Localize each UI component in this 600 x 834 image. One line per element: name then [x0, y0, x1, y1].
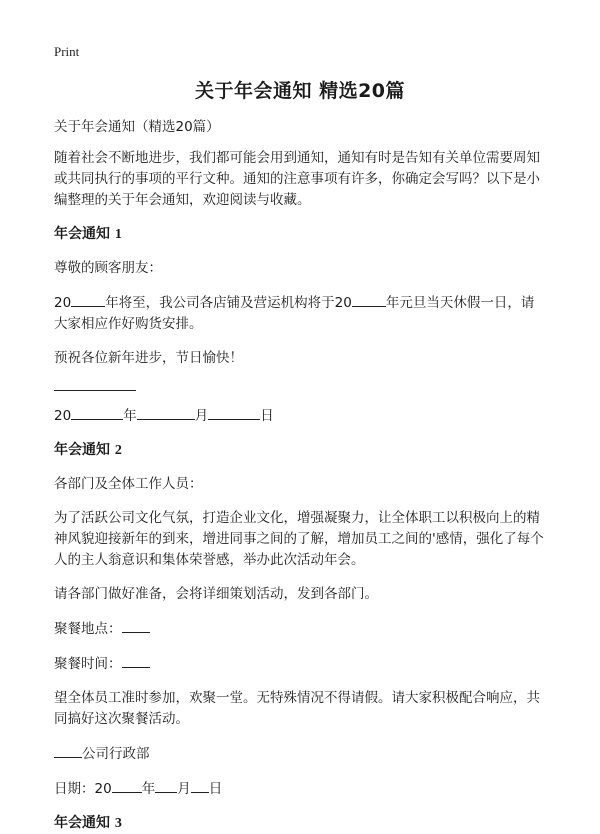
- place-label: 聚餐地点：: [54, 621, 122, 637]
- date-year-label: 年: [141, 781, 156, 797]
- notice-1-heading: [54, 224, 546, 245]
- notice-1-greeting: 尊敬的顾客朋友：: [54, 260, 162, 276]
- date-year-blank: [112, 778, 142, 793]
- date-month-label: 月: [177, 781, 191, 797]
- time-label: 聚餐时间：: [54, 656, 122, 672]
- print-label: Print: [54, 44, 80, 59]
- date-day-blank: [191, 778, 209, 793]
- notice-1-body: [54, 292, 546, 335]
- time-blank: [122, 653, 150, 668]
- year-blank: [352, 292, 386, 307]
- notice-1-date: [54, 405, 546, 427]
- notice-3-heading-number: 3: [114, 816, 122, 831]
- notice-1-heading-text: 年会通知: [54, 226, 110, 242]
- notice-2-body: 为了活跃公司文化气氛，打造企业文化，增强凝聚力，让全体职工以积极向上的精神风貌迎接新年的到来，增进同事之间的了解，增加员工之间的'感情，强化了每个人的主人翁意识和集体荣誉感，举办此次活动年会。: [54, 510, 544, 568]
- place-blank: [122, 618, 150, 633]
- notice-2-attend: 望全体员工准时参加，欢聚一堂。无特殊情况不得请假。请大家积极配合响应，共同搞好这次聚餐活动。: [54, 690, 540, 727]
- notice-2-greeting: 各部门及全体工作人员：: [54, 476, 203, 492]
- notice-1-body-b: 年将至，我公司各店铺及营运机构将于20: [105, 295, 352, 311]
- date-day-blank: [208, 405, 260, 420]
- signature-line: [54, 382, 136, 391]
- notice-2-signer: [54, 743, 546, 765]
- date-year-blank: [71, 405, 123, 420]
- date-day-label: 日: [260, 408, 274, 424]
- notice-2-heading: [54, 440, 546, 461]
- notice-2-prepare: 请各部门做好准备，会将详细策划活动，发到各部门。: [54, 586, 378, 602]
- signer-blank: [54, 743, 82, 758]
- notice-1-body-c: 年元旦当天休假一日，请大家相应作好购货安排。: [54, 295, 535, 332]
- document-title: 关于年会通知 精选20篇: [194, 80, 406, 102]
- date-day-label: 日: [208, 781, 223, 797]
- date-month-blank: [137, 405, 195, 420]
- notice-2-time: [54, 653, 546, 675]
- notice-2-heading-text: 年会通知: [54, 442, 110, 458]
- notice-3-heading-text: 年会通知: [54, 815, 110, 831]
- date-label: 日期：20: [54, 781, 112, 797]
- notice-1-wish: 预祝各位新年进步，节日愉快！: [54, 350, 243, 366]
- notice-2-date: [54, 778, 546, 800]
- intro-subtitle: 关于年会通知（精选20篇）: [54, 119, 220, 135]
- notice-3-heading: [54, 813, 546, 834]
- notice-1-body-a: 20: [54, 295, 72, 311]
- date-year-label: 年: [123, 408, 137, 424]
- notice-1-heading-number: 1: [114, 227, 122, 242]
- signer-name: 公司行政部: [82, 746, 150, 762]
- date-month-label: 月: [194, 408, 209, 424]
- notice-2-heading-number: 2: [114, 443, 122, 458]
- date-month-blank: [155, 778, 177, 793]
- date-year-prefix: 20: [54, 408, 72, 424]
- intro-paragraph: 随着社会不断地进步，我们都可能会用到通知，通知有时是告知有关单位需要周知或共同执行的事项的平行文种。通知的注意事项有许多，你确定会写吗？以下是小编整理的关于年会通知，欢迎阅读与收藏。: [54, 150, 540, 208]
- notice-2-place: [54, 618, 546, 640]
- year-blank: [71, 292, 105, 307]
